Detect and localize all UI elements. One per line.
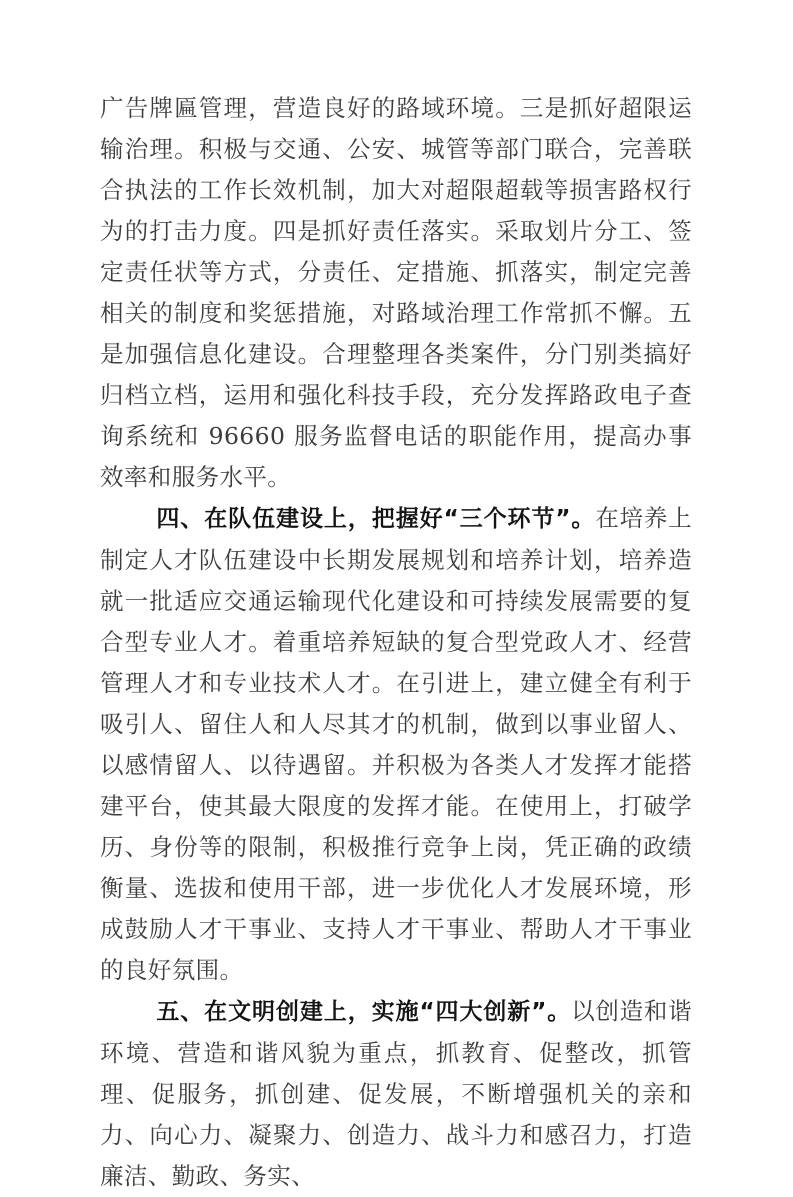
paragraph-team-building	[100, 498, 692, 991]
section-heading-five: 五、在文明创建上，实施“四大创新”。	[156, 999, 572, 1025]
document-text-column	[100, 88, 692, 1197]
paragraph-road-administration	[100, 88, 692, 498]
paragraph-team-building-text: 在培养上制定人才队伍建设中长期发展规划和培养计划，培养造就一批适应交通运输现代化建设和可持续发展需要的复合型专业人才。着重培养短缺的复合型党政人才、经营管理人才和专业技术人才。在引进上，建立健全有利于吸引人、留住人和人尽其才的机制，做到以事业留人、以感情留人、以待遇留。并积极为各类人才发挥才能搭建平台，使其最大限度的发挥才能。在使用上，打破学历、身份等的限制，积极推行竞争上岗，凭正确的政绩衡量、选拔和使用干部，进一步优化人才发展环境，形成鼓励人才干事业、支持人才干事业、帮助人才干事业的良好氛围。	[100, 504, 692, 984]
paragraph-road-administration-text: 广告牌匾管理，营造良好的路域环境。三是抓好超限运输治理。积极与交通、公安、城管等部门联合，完善联合执法的工作长效机制，加大对超限超载等损害路权行为的打击力度。四是抓好责任落实。采取划片分工、签定责任状等方式，分责任、定措施、抓落实，制定完善相关的制度和奖惩措施，对路域治理工作常抓不懈。五是加强信息化建设。合理整理各类案件，分门别类搞好归档立档，运用和强化科技手段，充分发挥路政电子查询系统和 96660 服务监督电话的职能作用，提高办事效率和服务水平。	[100, 94, 692, 491]
section-heading-four: 四、在队伍建设上，把握好“三个环节”。	[156, 506, 596, 532]
paragraph-civility-creation	[100, 991, 692, 1197]
paragraph-civility-creation-text: 以创造和谐环境、营造和谐风貌为重点，抓教育、促整改，抓管理、促服务，抓创建、促发展，不断增强机关的亲和力、向心力、凝聚力、创造力、战斗力和感召力，打造廉洁、勤政、务实、	[100, 997, 692, 1190]
